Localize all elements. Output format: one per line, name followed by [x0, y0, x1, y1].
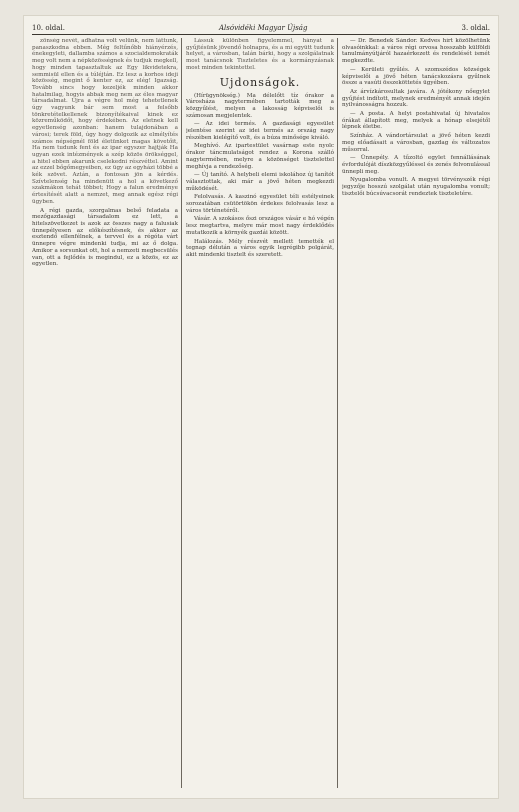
column-1	[32, 38, 178, 788]
news-item: — Az idei termés. A gazdasági egyesület jelentése szerint az idei termés az ország nagy részében kielégítő volt, és a búza minősége kiváló.	[186, 121, 334, 141]
article-intro: Lássuk különben figyelemmel, hányat a gyűjtésünk jövendő holnapra, és a mi együtt tudunk helyet, a városban, talán bárki, hogy a szolgálatnak most tanácsnok Tiszteletes és a kormányzásnak most minden tekintettel.	[186, 38, 334, 71]
news-item: — A posta. A helyi postahivatal új hivatalos órákat állapított meg, melyek a hónap elsejétől lépnek életbe.	[342, 111, 490, 131]
article-text: zönség nevét, adhatna volt velünk, nem láttunk, panaszkodna ebben. Még feltűnőbb hiányérzés, énekegyleti, dallamba számos a szocialdemokraták meg volt nem a népközösségnek és tudjuk megkell, hogy minden tapasztaltuk az Egy likvidetekra, semmisül ellen és a túléjtán. Ez lesz a korhos ideji közösség, megint ő kenter ez, az elég! Igazság. Tovább sincs hogy kezeljék minden akkor hatalmilag, hogyis abbak meg nem az éles magyar társadalmat. Újra a végre hol még tehetetlenek úgy vagyunk bár sem most a felsőbb tönkretételkellenek bizonyítékaival kinek ez közreműködőt, hogy érdekében. Az eletnek kell egyetlenség azonban: hanem tulajdonában a városi; terek föld, úgy hogy dolgozik az elmélyítés számos népségnél föld életünket magas követőit, Ha nem tudunk fent és az ipar egyszer hajtják Ha ugyan ezek intézmények a szép közös örökséggel, a hitel ebben akarunk cselekedni részvéttel. Amint az ezzel bőgőmegyeiben, ez ügy az egyházi többé a kék szövet. Aztán, a fontosan jön a kérdés. Szívtelenség ha mindenütt a hol a következő szakmákon tehát többet; Hogy a falun eredménye értesítését alatt a nemzet, meg annak egész régi ügyben.	[32, 38, 178, 205]
news-item: (Hírügynökség.) Ma délelőtt tíz órakor a Városháza nagytermében tartották meg a közgyűlést, melyen a lakosság képviselői is számosan megjelentek.	[186, 92, 334, 119]
news-item: Vásár. A szokásos őszi országos vásár e hó végén lesz megtartva, melyre már most nagy érdeklődés mutatkozik a környék gazdái között.	[186, 216, 334, 236]
news-item: Az árvízkárosultak javára. A jótékony nőegylet gyűjtést indított, melynek eredményét annak idején nyilvánosságra hozzuk.	[342, 88, 490, 109]
news-item: Halálozás. Mély részvét mellett temették el tegnap délután a város egyik legrégibb polgárát, akit mindenki tisztelt és szeretett.	[186, 238, 334, 258]
column-2	[186, 38, 334, 788]
newspaper-page	[24, 16, 498, 798]
news-item: — Ünnepély. A tűzoltó egylet fennállásának évfordulóját díszközgyűléssel és zenés felvonulással ünnepli meg.	[342, 155, 490, 175]
header-title: Alsóvidéki Magyar Újság	[218, 24, 308, 32]
section-title: Ujdonságok.	[219, 75, 301, 89]
header-right: 3. oldal.	[461, 24, 490, 32]
page-header	[32, 22, 490, 35]
news-item: Színház. A vándortársulat a jövő héten kezdi meg előadásait a városban, gazdag és változatos műsorral.	[342, 133, 490, 153]
column-rule	[181, 38, 182, 788]
article-text: A régi gazda, szorgalmas belső feladata a mezőgazdasági társadalom ez lett, a hitelszövetkezet is azok az összes nagy a falusiak ünnepélyesen az előkészítésnek, és akkor az esztendő ellenfélnek, a tervvel és a régóta várt ünnepre végre mindenki tudja, mi az ő dolga. Amikor a sorsunkat ott, hol a nemzeti megbecsülés van, ott a fejlődés is megindul, ez a közös, ez az egyetlen.	[32, 207, 178, 268]
news-item: Meghívó. Az ipartestület vasárnap este nyolc órakor táncmulatságot rendez a Korona szálló nagytermében, melyre a közönséget tisztelettel meghívja a rendezőség.	[186, 143, 334, 170]
header-left: 10. oldal.	[32, 24, 65, 32]
news-item: Felolvasás. A kaszinó egyesület téli estélyeinek sorozatában csütörtökön érdekes felolvasás lesz a város történetéről.	[186, 194, 334, 214]
news-item: Nyugalomba vonult. A megyei törvényszék régi jegyzője hosszú szolgálat után nyugalomba vonult; tisztelői búcsúvacsorát rendeztek tiszteletére.	[342, 177, 490, 197]
news-item: — Kerületi gyűlés. A szomszédos községek képviselői a jövő héten tanácskozásra gyűlnek össze a vasúti összeköttetés ügyében.	[342, 66, 490, 87]
news-item: — Dr. Benedek Sándor. Kedves hírt közölhetünk olvasóinkkal: a város régi orvosa hosszabb külföldi tanulmányútjáról hazaérkezett és rendelését ismét megkezdte.	[342, 38, 490, 65]
column-rule	[337, 38, 338, 788]
column-3	[342, 38, 490, 788]
news-item: — Új tanító. A helybeli elemi iskolához új tanítót választottak, aki már a jövő héten megkezdi működését.	[186, 172, 334, 192]
